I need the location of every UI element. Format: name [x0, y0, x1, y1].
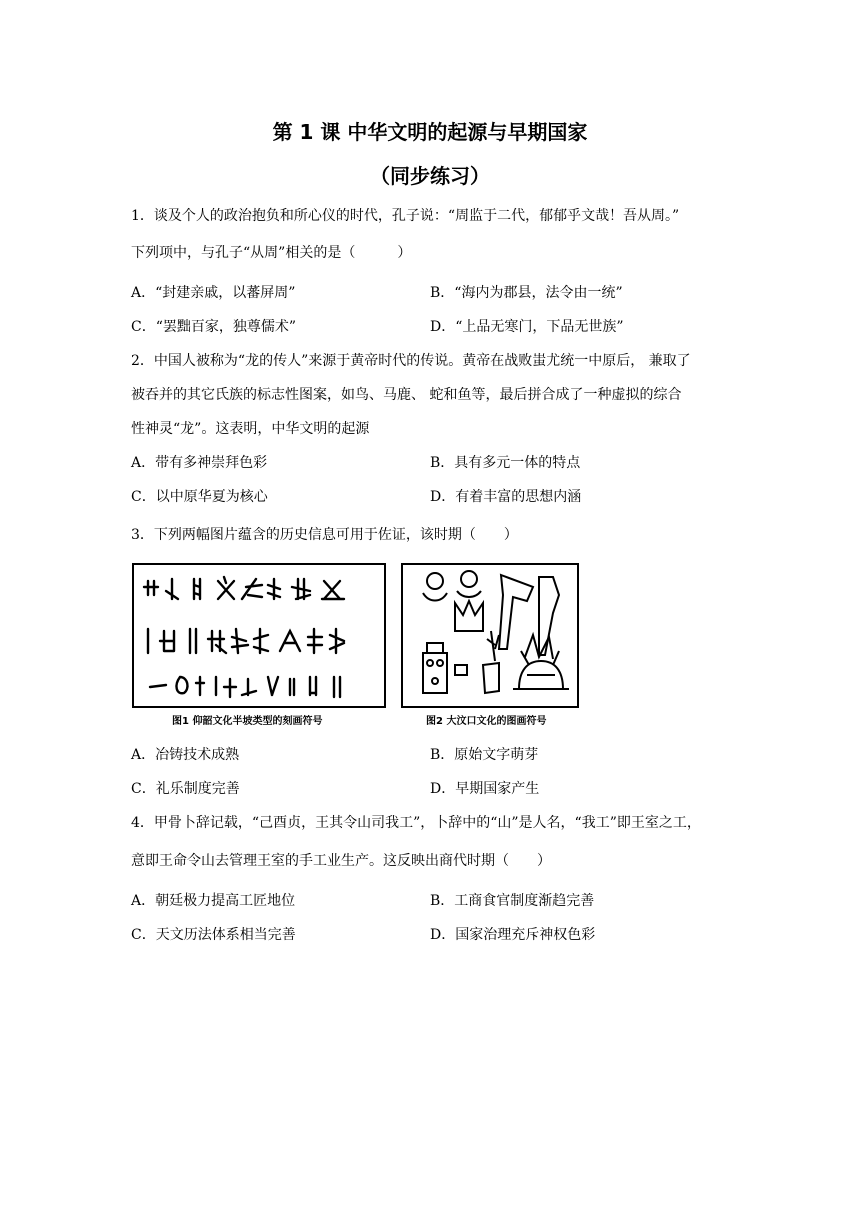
- option-b[interactable]: B．具有多元一体的特点: [430, 455, 581, 471]
- option-b[interactable]: B．原始文字萌芽: [430, 747, 539, 763]
- option-a[interactable]: A．冶铸技术成熟: [131, 747, 240, 763]
- page-title: 第 1 课 中华文明的起源与早期国家: [272, 120, 588, 144]
- option-d[interactable]: D．早期国家产生: [430, 781, 540, 797]
- question-text: 2．中国人被称为“龙的传人”来源于黄帝时代的传说。黄帝在战败蚩尤统一中原后， 兼取了: [131, 353, 691, 369]
- option-b[interactable]: B．工商食官制度渐趋完善: [430, 893, 595, 909]
- option-c[interactable]: C．礼乐制度完善: [131, 781, 240, 797]
- option-d[interactable]: D．“上品无寒门，下品无世族”: [430, 319, 624, 335]
- pictographic-symbols-image: [403, 565, 577, 706]
- option-a[interactable]: A．带有多神崇拜色彩: [131, 455, 268, 471]
- question-text: 4．甲骨卜辞记载，“己酉贞，王其令山司我工”，卜辞中的“山”是人名，“我工”即王室之工，: [131, 815, 701, 831]
- figure-2-caption: 图2 大汶口文化的图画符号: [426, 716, 547, 727]
- option-c[interactable]: C．“罢黜百家，独尊儒术”: [131, 319, 297, 335]
- figure-2-image: [401, 563, 579, 708]
- option-c[interactable]: C．天文历法体系相当完善: [131, 927, 296, 943]
- question-text: 3．下列两幅图片蕴含的历史信息可用于佐证，该时期（ ）: [131, 527, 518, 543]
- page-subtitle: （同步练习）: [370, 164, 490, 188]
- question-text: 被吞并的其它氏族的标志性图案，如鸟、马鹿、 蛇和鱼等，最后拼合成了一种虚拟的综合: [131, 387, 682, 403]
- question-text: 意即王命令山去管理王室的手工业生产。这反映出商代时期（ ）: [131, 853, 551, 869]
- option-a[interactable]: A．“封建亲戚，以蕃屏周”: [131, 285, 296, 301]
- option-d[interactable]: D．国家治理充斥神权色彩: [430, 927, 596, 943]
- option-c[interactable]: C．以中原华夏为核心: [131, 489, 268, 505]
- option-a[interactable]: A．朝廷极力提高工匠地位: [131, 893, 296, 909]
- question-text: 下列项中，与孔子“从周”相关的是（ ）: [131, 245, 412, 261]
- figure-1-caption: 图1 仰韶文化半坡类型的刻画符号: [172, 716, 323, 727]
- question-text: 1．谈及个人的政治抱负和所心仪的时代，孔子说：“周监于二代，郁郁乎文哉！吾从周。”: [131, 208, 680, 224]
- option-b[interactable]: B．“海内为郡县，法令由一统”: [430, 285, 623, 301]
- question-text: 性神灵“龙”。这表明，中华文明的起源: [131, 421, 370, 437]
- figure-1-image: [132, 563, 386, 708]
- option-d[interactable]: D．有着丰富的思想内涵: [430, 489, 582, 505]
- carved-symbols-image: [134, 565, 384, 706]
